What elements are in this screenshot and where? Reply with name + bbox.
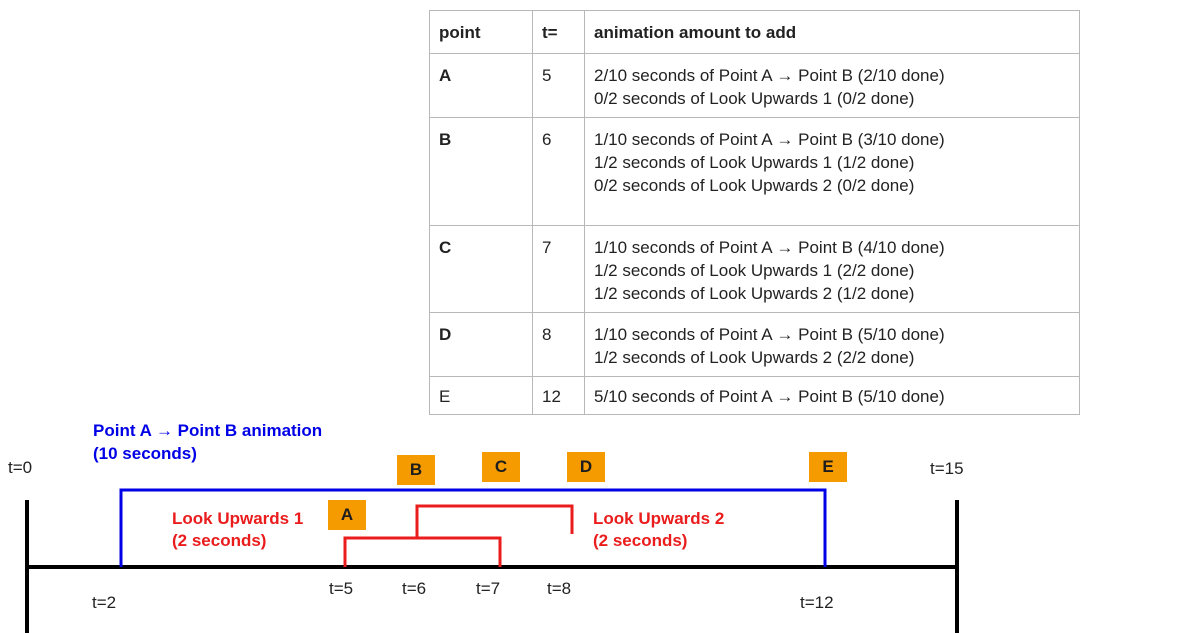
amount-line: 2/10 seconds of Point A → Point B (2/10 done) [594, 66, 945, 85]
amount-line: 1/10 seconds of Point A → Point B (3/10 done) [594, 130, 945, 149]
look-upwards-2-title: Look Upwards 2 [593, 509, 725, 528]
time-label-t8: t=8 [547, 579, 572, 598]
time-label-t2: t=2 [92, 593, 117, 612]
row-point: E [430, 377, 533, 415]
time-label-t5: t=5 [329, 579, 354, 598]
main-animation-title: Point A → Point B animation [93, 421, 323, 440]
row-point: A [430, 54, 533, 118]
row-time: 5 [533, 54, 585, 118]
amount-line: 1/2 seconds of Look Upwards 2 (2/2 done) [594, 348, 915, 367]
row-point: B [430, 118, 533, 226]
marker-d: D [567, 452, 605, 482]
marker-a: A [328, 500, 366, 530]
header-point: point [430, 11, 533, 54]
amount-line: 0/2 seconds of Look Upwards 2 (0/2 done) [594, 176, 915, 195]
look-upwards-2-bracket [417, 506, 572, 538]
marker-c: C [482, 452, 520, 482]
amount-line: 5/10 seconds of Point A → Point B (5/10 done) [594, 387, 945, 406]
row-point: C [430, 226, 533, 313]
amount-line: 0/2 seconds of Look Upwards 1 (0/2 done) [594, 89, 915, 108]
look-upwards-1-title: Look Upwards 1 [172, 509, 304, 528]
marker-b: B [397, 455, 435, 485]
amount-line: 1/10 seconds of Point A → Point B (5/10 done) [594, 325, 945, 344]
look-upwards-2-duration: (2 seconds) [593, 531, 688, 550]
row-point: D [430, 313, 533, 377]
row-time: 7 [533, 226, 585, 313]
amount-line: 1/2 seconds of Look Upwards 1 (2/2 done) [594, 261, 915, 280]
amount-line: 1/2 seconds of Look Upwards 2 (1/2 done) [594, 284, 915, 303]
time-label-t0: t=0 [8, 458, 33, 477]
time-label-t6: t=6 [402, 579, 427, 598]
header-animation-amount: animation amount to add [585, 11, 1080, 54]
time-label-t7: t=7 [476, 579, 501, 598]
main-animation-duration: (10 seconds) [93, 444, 197, 463]
row-time: 12 [533, 377, 585, 415]
look-upwards-1-bracket [345, 538, 500, 567]
amount-line: 1/2 seconds of Look Upwards 1 (1/2 done) [594, 153, 915, 172]
row-time: 6 [533, 118, 585, 226]
time-label-t15: t=15 [930, 459, 964, 478]
amount-line: 1/10 seconds of Point A → Point B (4/10 done) [594, 238, 945, 257]
look-upwards-1-duration: (2 seconds) [172, 531, 267, 550]
header-t: t= [533, 11, 585, 54]
time-label-t12: t=12 [800, 593, 834, 612]
row-time: 8 [533, 313, 585, 377]
marker-e: E [809, 452, 847, 482]
